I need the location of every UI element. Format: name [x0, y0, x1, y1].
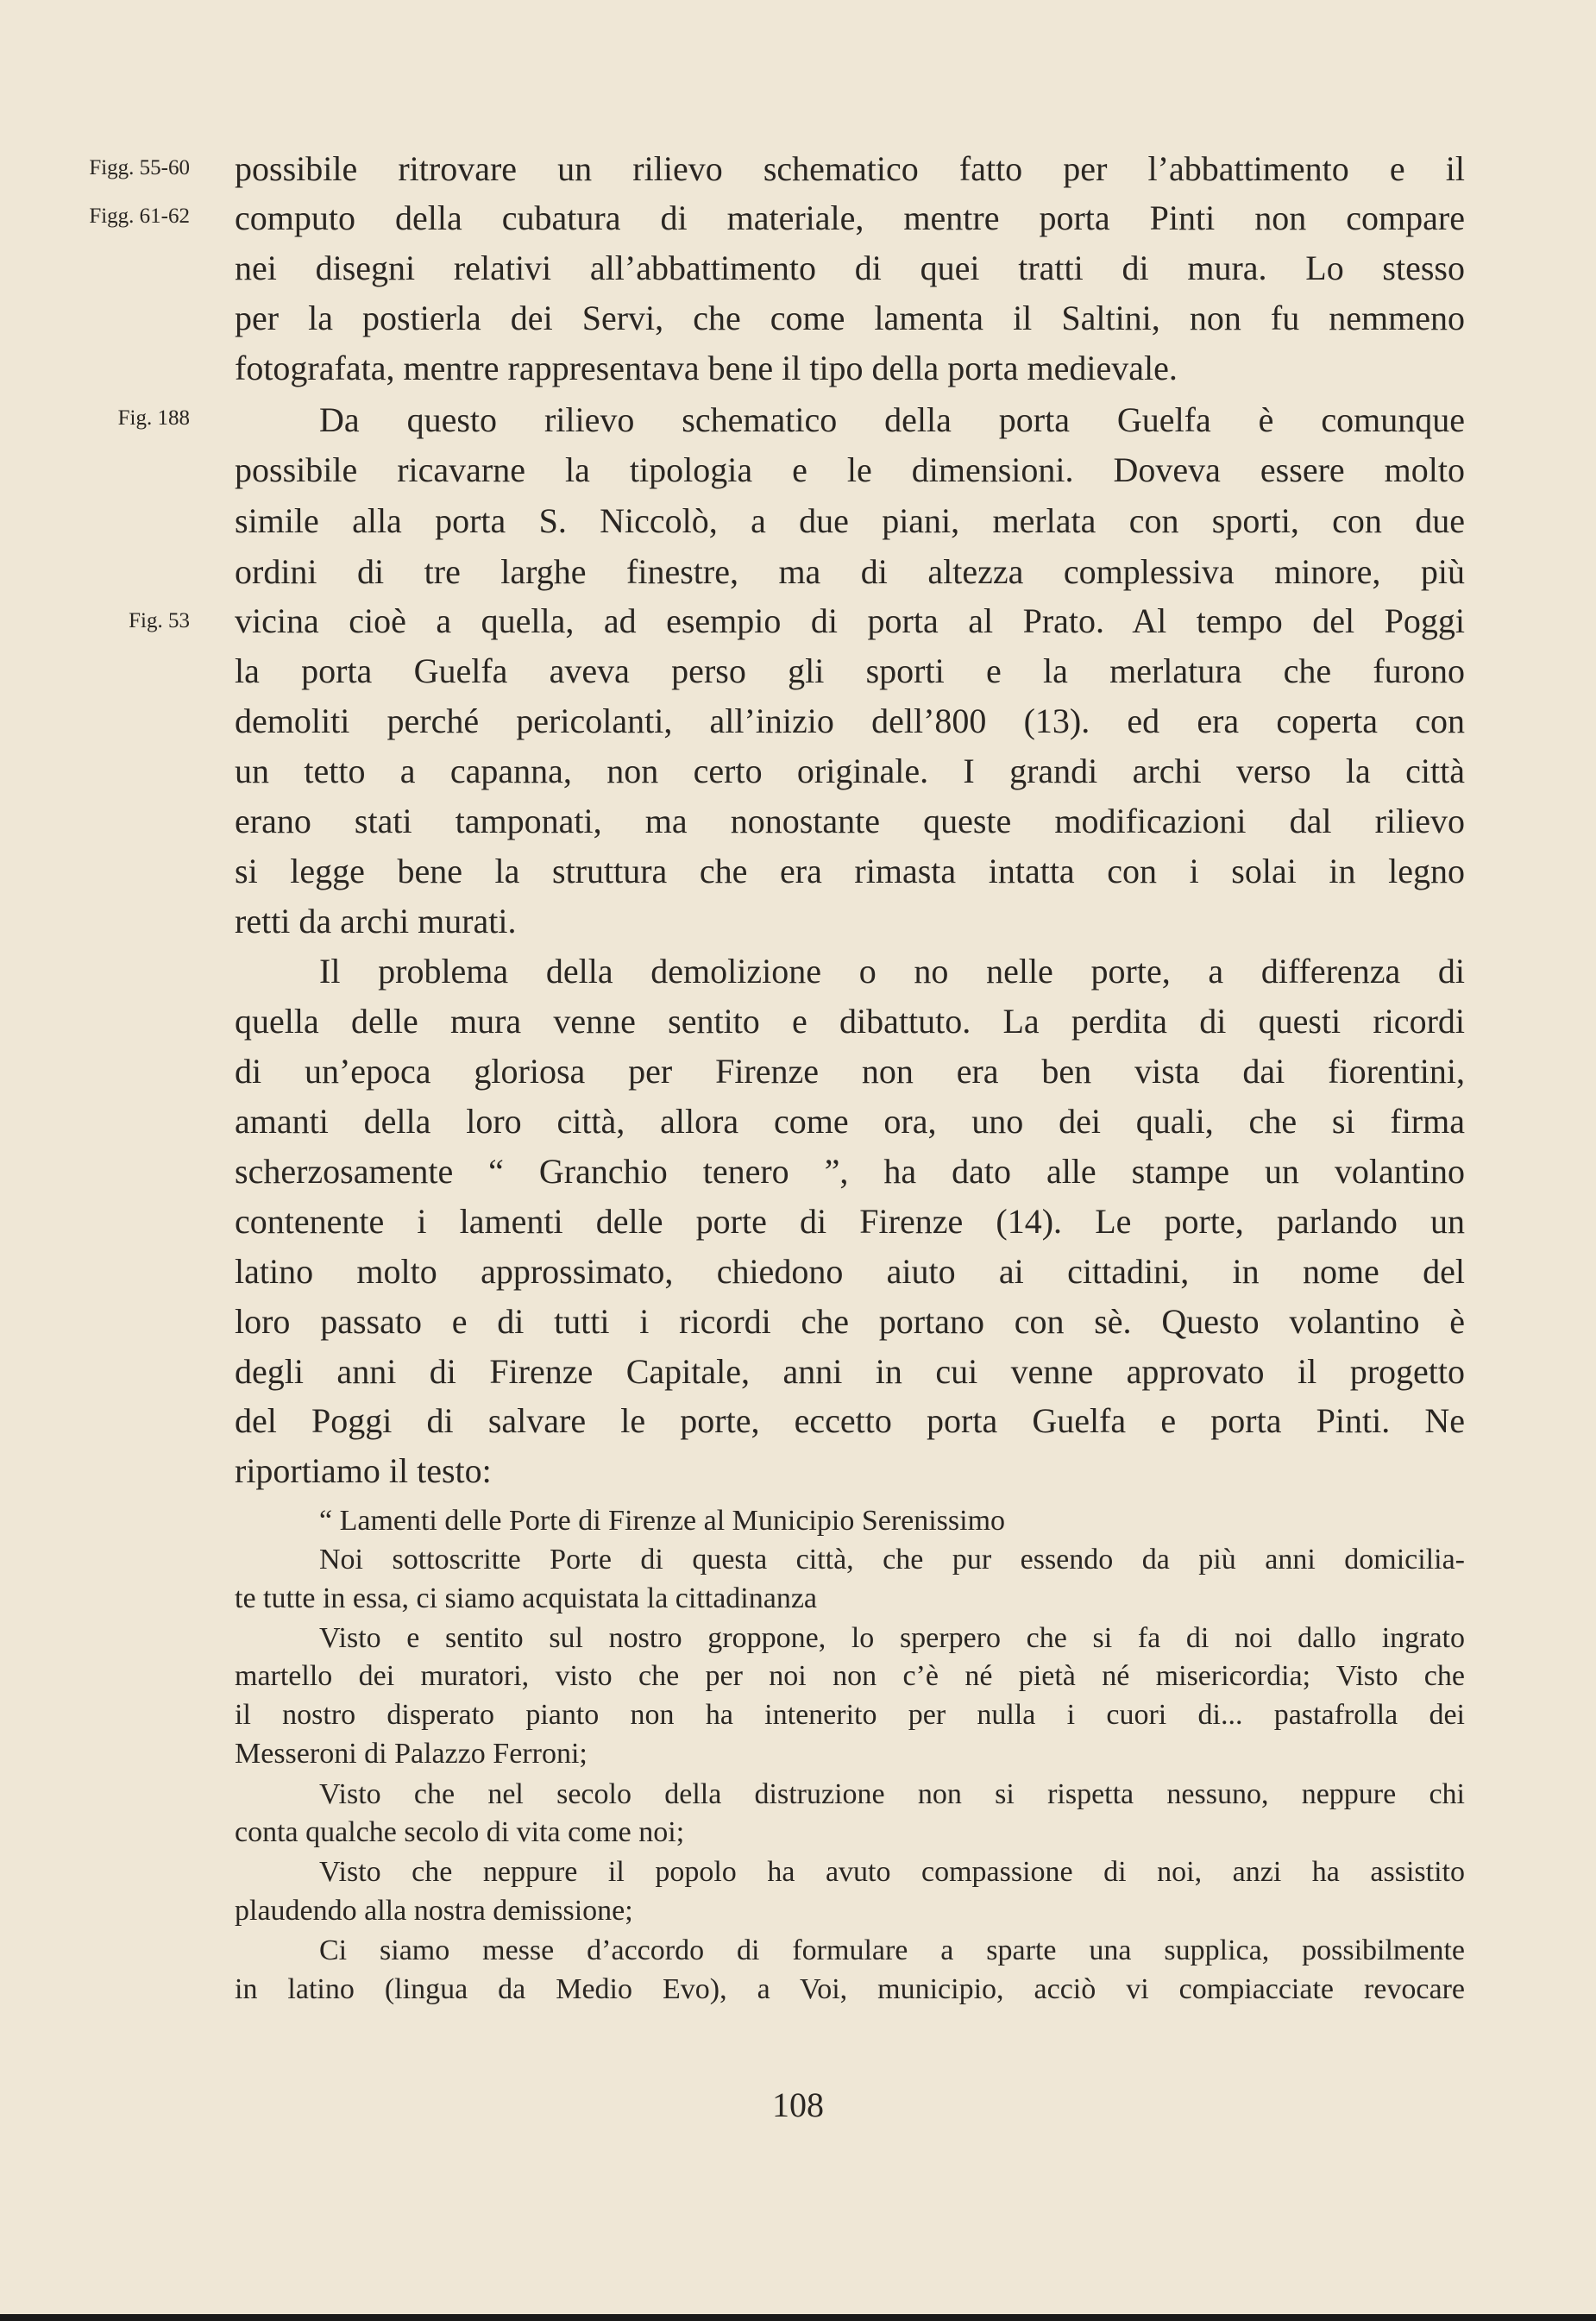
body-line: la porta Guelfa aveva perso gli sporti e la merlatura che furono — [235, 651, 1465, 690]
body-line: si legge bene la struttura che era rimasta intatta con i solai in legno — [235, 852, 1465, 890]
margin-note-figg-55-60: Figg. 55-60 — [89, 156, 190, 179]
quote-line: conta qualche secolo di vita come noi; — [235, 1816, 685, 1848]
quote-line: Visto che nel secolo della distruzione non si rispetta nessuno, neppure chi — [319, 1778, 1465, 1810]
body-line: possibile ricavarne la tipologia e le dimensioni. Doveva essere molto — [235, 450, 1465, 489]
quote-line: Noi sottoscritte Porte di questa città, che pur essendo da più anni domicilia- — [319, 1544, 1465, 1576]
body-line: Da questo rilievo schematico della porta Guelfa è comunque — [319, 400, 1465, 439]
body-line: latino molto approssimato, chiedono aiuto ai cittadini, in nome del — [235, 1252, 1465, 1291]
body-line: simile alla porta S. Niccolò, a due piani, merlata con sporti, con due — [235, 501, 1465, 540]
body-line: un tetto a capanna, non certo originale. I grandi archi verso la città — [235, 752, 1465, 790]
quote-line: in latino (lingua da Medio Evo), a Voi, municipio, acciò vi compiacciate revocare — [235, 1973, 1465, 2005]
body-line: degli anni di Firenze Capitale, anni in cui venne approvato il progetto — [235, 1352, 1465, 1391]
margin-note-fig-188: Fig. 188 — [117, 406, 190, 430]
body-line: amanti della loro città, allora come ora, uno dei quali, che si firma — [235, 1102, 1465, 1141]
body-line: contenente i lamenti delle porte di Firenze (14). Le porte, parlando un — [235, 1202, 1465, 1241]
body-line: loro passato e di tutti i ricordi che portano con sè. Questo volantino è — [235, 1302, 1465, 1341]
body-line: del Poggi di salvare le porte, eccetto porta Guelfa e porta Pinti. Ne — [235, 1401, 1465, 1440]
page-number: 108 — [772, 2085, 824, 2124]
body-line: possibile ritrovare un rilievo schematico fatto per l’abbattimento e il — [235, 149, 1465, 188]
body-line: computo della cubatura di materiale, mentre porta Pinti non compare — [235, 198, 1465, 237]
scan-edge — [0, 2314, 1596, 2321]
quote-line: Ci siamo messe d’accordo di formulare a sparte una supplica, possibilmente — [319, 1934, 1465, 1966]
body-line: riportiamo il testo: — [235, 1451, 492, 1490]
quote-line: Messeroni di Palazzo Ferroni; — [235, 1738, 588, 1770]
body-line: erano stati tamponati, ma nonostante queste modificazioni dal rilievo — [235, 802, 1465, 840]
body-line: fotografata, mentre rappresentava bene il tipo della porta medievale. — [235, 349, 1178, 387]
quote-line: Visto che neppure il popolo ha avuto compassione di noi, anzi ha assistito — [319, 1856, 1465, 1888]
margin-note-figg-61-62: Figg. 61-62 — [89, 204, 190, 228]
body-line: nei disegni relativi all’abbattimento di quei tratti di mura. Lo stesso — [235, 248, 1465, 287]
body-line: di un’epoca gloriosa per Firenze non era ben vista dai fiorentini, — [235, 1052, 1465, 1091]
body-line: scherzosamente “ Granchio tenero ”, ha dato alle stampe un volantino — [235, 1152, 1465, 1191]
body-line: vicina cioè a quella, ad esempio di porta al Prato. Al tempo del Poggi — [235, 601, 1465, 640]
body-line: quella delle mura venne sentito e dibattuto. La perdita di questi ricordi — [235, 1002, 1465, 1041]
quote-line: te tutte in essa, ci siamo acquistata la cittadinanza — [235, 1582, 818, 1614]
quote-line: plaudendo alla nostra demissione; — [235, 1895, 633, 1927]
quote-line: Visto e sentito sul nostro groppone, lo sperpero che si fa di noi dallo ingrato — [319, 1622, 1465, 1654]
body-line: demoliti perché pericolanti, all’inizio dell’800 (13). ed era coperta con — [235, 701, 1465, 740]
quote-line: “ Lamenti delle Porte di Firenze al Municipio Serenissimo — [319, 1505, 1006, 1537]
quote-line: il nostro disperato pianto non ha intenerito per nulla i cuori di... pastafrolla dei — [235, 1699, 1465, 1731]
margin-note-fig-53: Fig. 53 — [129, 609, 190, 632]
quote-line: martello dei muratori, visto che per noi non c’è né pietà né misericordia; Visto che — [235, 1660, 1465, 1692]
body-line: retti da archi murati. — [235, 902, 517, 940]
body-line: ordini di tre larghe finestre, ma di altezza complessiva minore, più — [235, 552, 1465, 591]
body-line: per la postierla dei Servi, che come lamenta il Saltini, non fu nemmeno — [235, 299, 1465, 337]
body-line: Il problema della demolizione o no nelle porte, a differenza di — [319, 952, 1465, 991]
